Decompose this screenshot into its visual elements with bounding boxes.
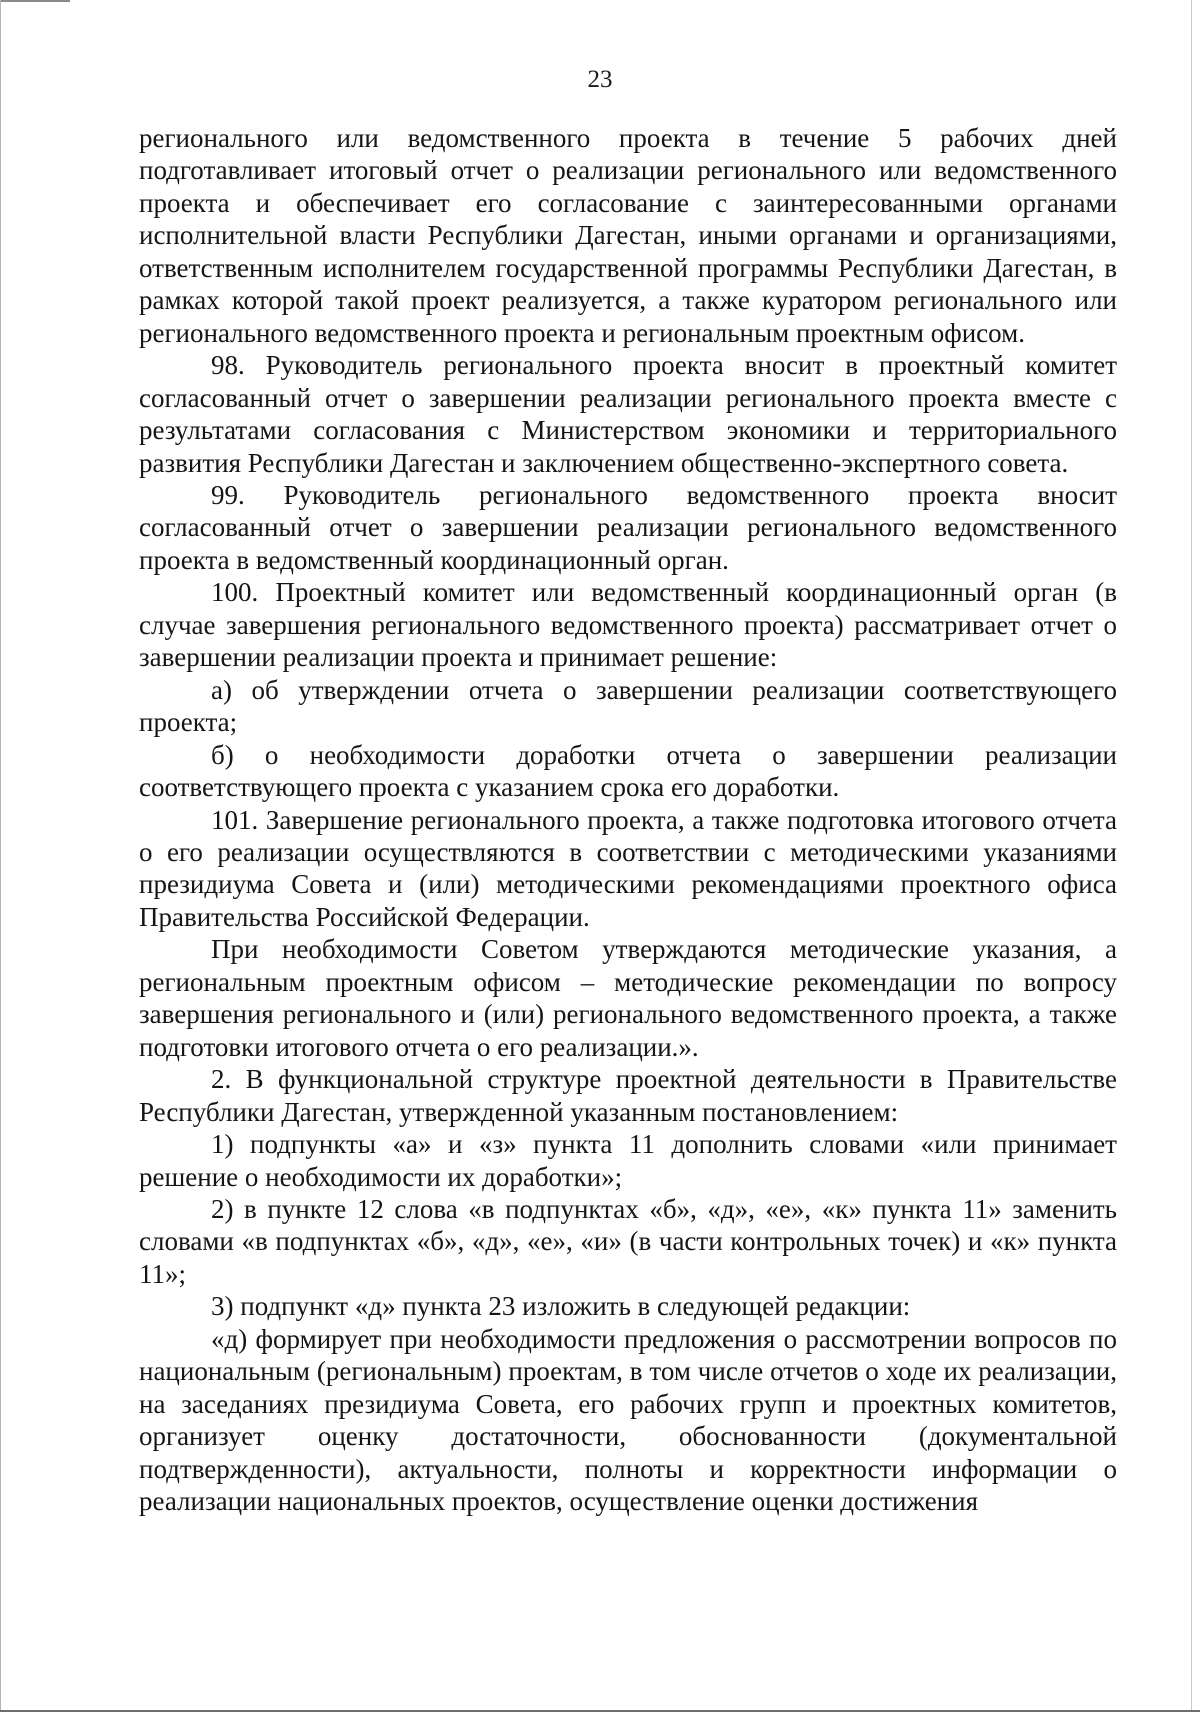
scan-edge-top — [0, 0, 70, 2]
scan-edge-right — [1191, 0, 1192, 1712]
paragraph-subitem-2: 2) в пункте 12 слова «в подпунктах «б», «д», «е», «к» пункта 11» заменить словами «в подпунктах «б», «д», «е», «и» (в части контрольных точек) и «к» пункта 11»; — [139, 1193, 1117, 1289]
document-body — [139, 122, 1117, 1517]
paragraph-item-99: 99. Руководитель регионального ведомственного проекта вносит согласованный отчет о завершении реализации регионального ведомственного проекта в ведомственный координационный орган. — [139, 479, 1117, 575]
paragraph-item-101: 101. Завершение регионального проекта, а также подготовка итогового отчета о его реализации осуществляются в соответствии с методическими указаниями президиума Совета и (или) методическими рекомендациями проектного офиса Правительства Российской Федерации. — [139, 804, 1117, 932]
paragraph-item-100: 100. Проектный комитет или ведомственный координационный орган (в случае завершения регионального ведомственного проекта) рассматривает отчет о завершении реализации проекта и принимает решение: — [139, 577, 1117, 673]
paragraph: регионального или ведомственного проекта в течение 5 рабочих дней подготавливает итоговый отчет о реализации регионального или ведомственного проекта и обеспечивает его согласование с заинтересованными органами исполнительной власти Республики Дагестан, иными органами и организациями, ответственным исполнителем государственной программы Республики Дагестан, в рамках которой такой проект реализуется, а также куратором регионального или регионального ведомственного проекта и региональным проектным офисом. — [139, 123, 1117, 348]
paragraph-section-2: 2. В функциональной структуре проектной деятельности в Правительстве Республики Дагестан, утвержденной указанным постановлением: — [139, 1064, 1117, 1127]
paragraph-subitem-3: 3) подпункт «д» пункта 23 изложить в следующей редакции: — [211, 1291, 911, 1322]
paragraph-subitem-b: б) о необходимости доработки отчета о завершении реализации соответствующего проекта с указанием срока его доработки. — [139, 739, 1117, 803]
paragraph-item-98: 98. Руководитель регионального проекта вносит в проектный комитет согласованный отчет о завершении реализации регионального проекта вместе с результатами согласования с Министерством экономики и территориального развития Республики Дагестан и заключением общественно-экспертного совета. — [139, 350, 1117, 478]
paragraph: При необходимости Советом утверждаются методические указания, а региональным проектным офисом – методические рекомендации по вопросу завершения регионального и (или) регионального ведомственного проекта, а также подготовки итогового отчета о его реализации.». — [139, 934, 1117, 1062]
scan-edge-left — [0, 0, 1, 1712]
paragraph-subitem-1: 1) подпункты «а» и «з» пункта 11 дополнить словами «или принимает решение о необходимости их доработки»; — [139, 1129, 1117, 1192]
paragraph-quoted-d: «д) формирует при необходимости предложения о рассмотрении вопросов по национальным (региональным) проектам, в том числе отчетов о ходе их реализации, на заседаниях президиума Совета, его рабочих групп и проектных комитетов, организует оценку достаточности, обоснованности (документальной подтвержденности), актуальности, полноты и корректности информации о реализации национальных проектов, осуществление оценки достижения — [139, 1323, 1117, 1517]
page-number: 23 — [587, 66, 613, 93]
paragraph-subitem-a: а) об утверждении отчета о завершении реализации соответствующего проекта; — [139, 674, 1117, 738]
